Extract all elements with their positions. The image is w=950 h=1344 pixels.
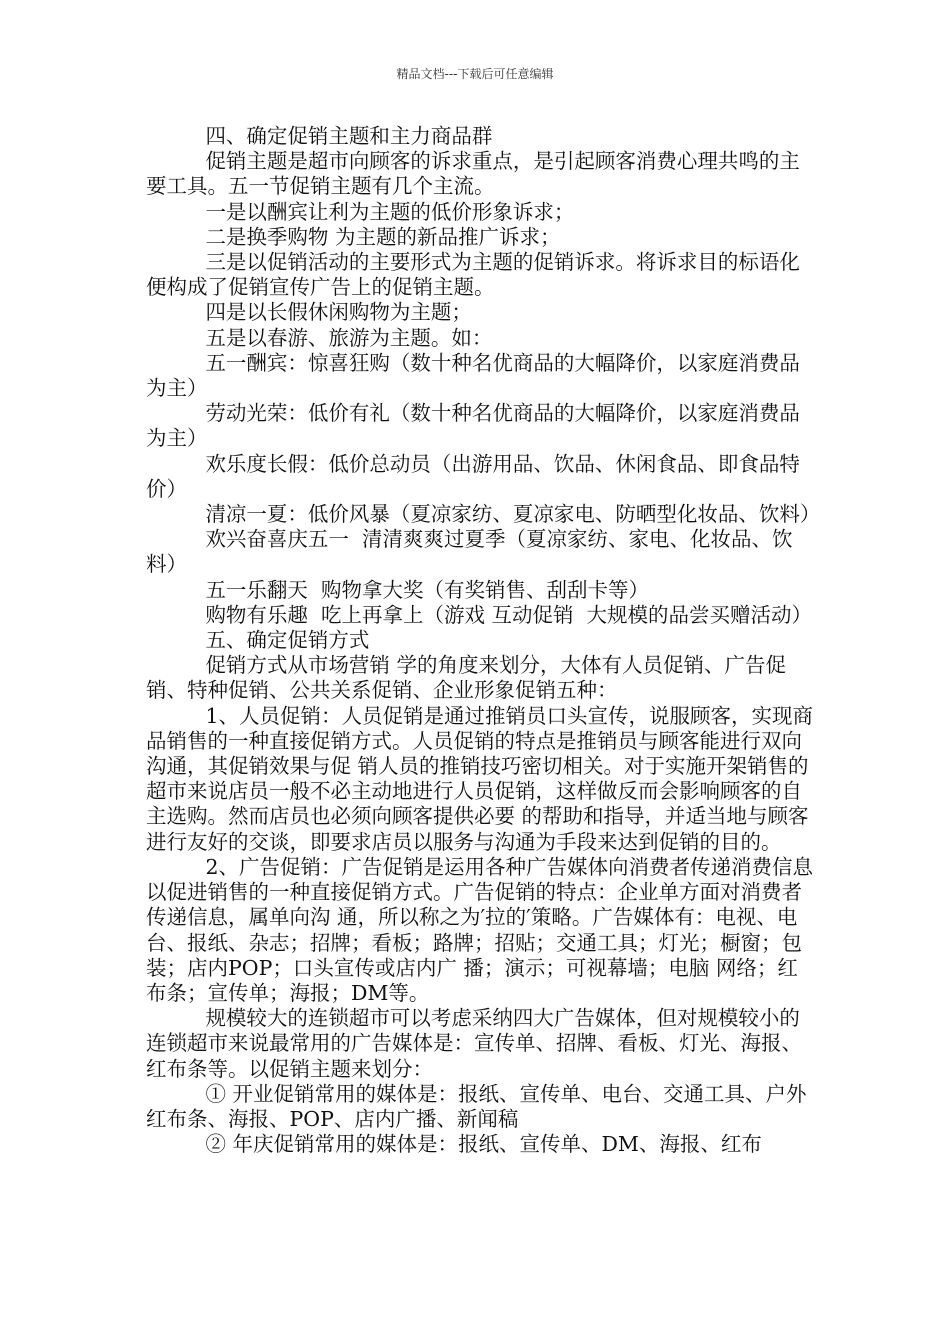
- paragraph: ② 年庆促销常用的媒体是：报纸、宣传单、DM、海报、红布: [205, 1132, 762, 1157]
- paragraph: 2、广告促销：广告促销是运用各种广告媒体向消费者传递消费信息以促进销售的一种直接促销方式。广告促销的特点：企业单方面对消费者传递信息，属单向沟 通，所以称之为′拉的′策略。广告媒体有：电视、电台、报纸、杂志；招牌；看板；路牌；招贴；交通工具；灯光；橱窗；包装；店内POP；口头宣传或店内广 播；演示；可视幕墙；电脑 网络；红布条；宣传单；海报；DM等。: [146, 854, 813, 1005]
- paragraph: 五是以春游、旅游为主题。如：: [205, 325, 493, 350]
- document-body: [146, 124, 821, 1157]
- section-heading: 五、确定促销方式: [205, 628, 370, 653]
- paragraph: 购物有乐趣 吃上再拿上（游戏 互动促销 大规模的品尝买赠活动）: [205, 602, 813, 627]
- paragraph: 欢乐度长假：低价总动员（出游用品、饮品、休闲食品、即食品特价）: [146, 451, 800, 501]
- paragraph: 二是换季购物 为主题的新品推广诉求；: [205, 224, 561, 249]
- paragraph: 促销主题是超市向顾客的诉求重点，是引起顾客消费心理共鸣的主要工具。五一节促销主题有几个主流。: [146, 149, 800, 199]
- paragraph: 五一酬宾：惊喜狂购（数十种名优商品的大幅降价，以家庭消费品为主）: [146, 350, 800, 401]
- paragraph: 五一乐翻天 购物拿大奖（有奖销售、刮刮卡等）: [205, 577, 649, 602]
- paragraph: 1、人员促销：人员促销是通过推销员口头宣传，说服顾客，实现商品销售的一种直接促销方式。人员促销的特点是推销员与顾客能进行双向沟通，其促销效果与促 销人员的推销技巧密切相关。对于实施开架销售的超市来说店员一般不必主动地进行人员促销，这样做反而会影响顾客的自主选购。然而店员也必须向顾客提供必要 的帮助和指导，并适当地与顾客进行友好的交谈，即要求店员以服务与沟通为手段来达到促销的目的。: [146, 703, 813, 854]
- paragraph: 四是以长假休闲购物为主题；: [205, 300, 472, 325]
- page-header: 精品文档---下载后可任意编辑: [396, 67, 554, 81]
- paragraph: ① 开业促销常用的媒体是：报纸、宣传单、电台、交通工具、户外红布条、海报、POP、店内广播、新闻稿: [146, 1081, 807, 1131]
- paragraph: 劳动光荣：低价有礼（数十种名优商品的大幅降价，以家庭消费品为主）: [146, 401, 800, 451]
- paragraph: 三是以促销活动的主要形式为主题的促销诉求。将诉求目的标语化便构成了促销宣传广告上的促销主题。: [146, 250, 800, 300]
- paragraph: 一是以酬宾让利为主题的低价形象诉求；: [205, 199, 575, 224]
- paragraph: 欢兴奋喜庆五一 清清爽爽过夏季（夏凉家纺、家电、化妆品、饮料）: [146, 527, 793, 577]
- section-heading: 四、确定促销主题和主力商品群: [205, 124, 493, 148]
- paragraph: 清凉一夏：低价风暴（夏凉家纺、夏凉家电、防晒型化妆品、饮料）: [205, 502, 821, 527]
- paragraph: 规模较大的连锁超市可以考虑采纳四大广告媒体，但对规模较小的连锁超市来说最常用的广告媒体是：宣传单、招牌、看板、灯光、海报、红布条等。以促销主题来划分：: [146, 1006, 802, 1081]
- paragraph: 促销方式从市场营销 学的角度来划分，大体有人员促销、广告促销、特种促销、公共关系促销、企业形象促销五种：: [146, 653, 786, 703]
